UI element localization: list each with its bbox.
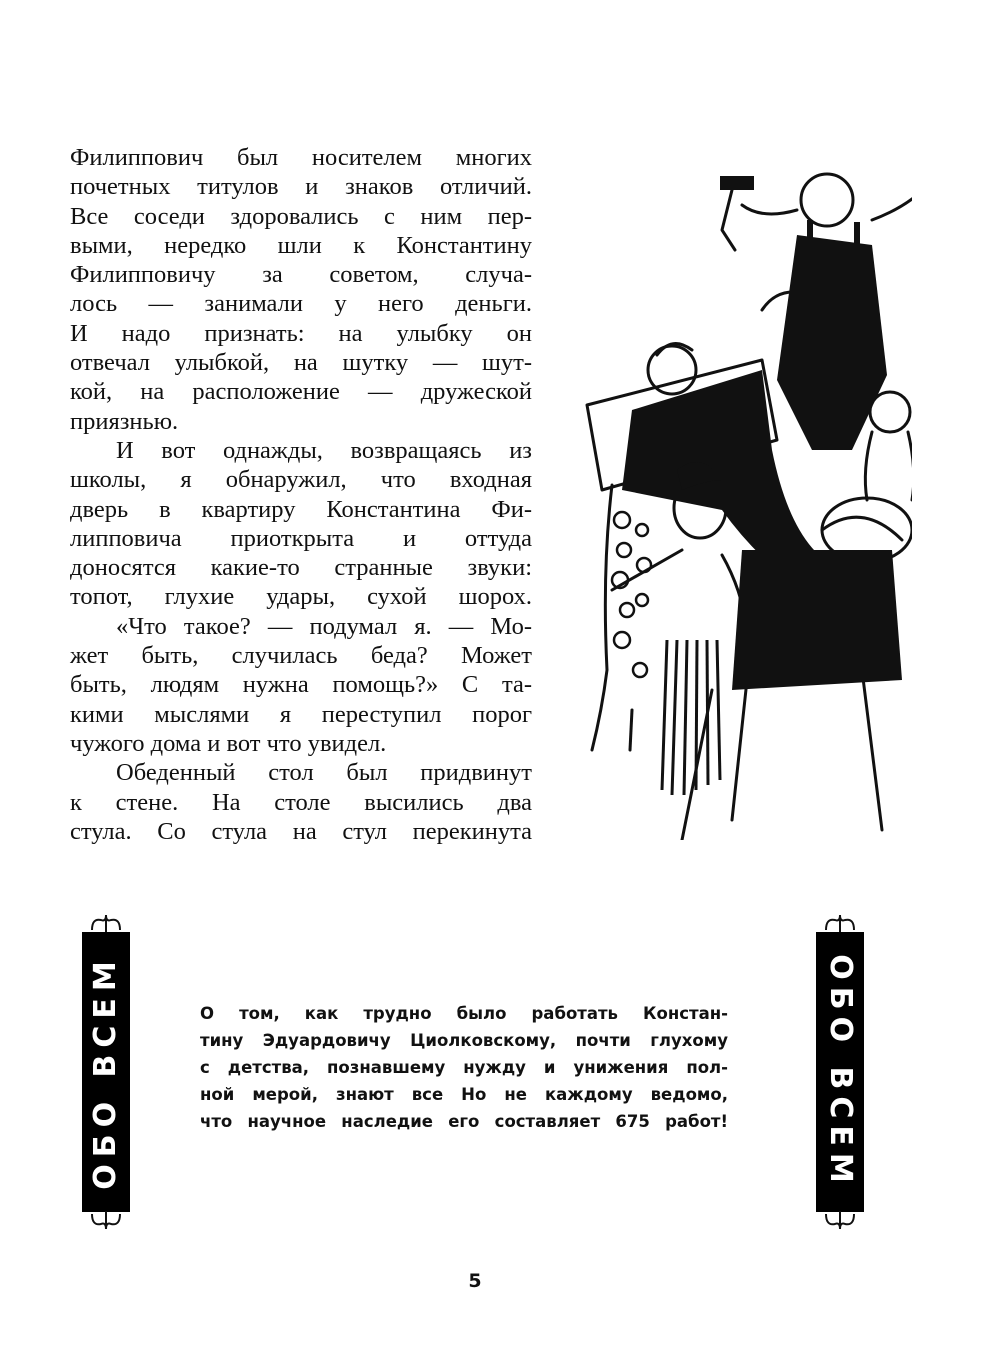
fact-line: О том, как трудно было работать Констан-	[200, 1004, 728, 1023]
story-line: липповича приоткрыта и оттуда	[70, 524, 532, 552]
story-line: И вот однажды, возвращаясь из	[116, 436, 532, 464]
fleur-ornament-icon	[823, 912, 857, 934]
people-hanging-picture-illustration	[572, 150, 912, 840]
story-line: чужого дома и вот что увидел.	[70, 729, 387, 757]
story-line: школы, я обнаружил, что входная	[70, 466, 532, 494]
story-line: выми, нередко шли к Константину	[70, 231, 532, 259]
story-line: Филипповичу за советом, случа-	[70, 261, 532, 289]
story-line: «Что такое? — подумал я. — Мо-	[116, 612, 532, 640]
story-line: лось — занимали у него деньги.	[70, 290, 532, 318]
story-text	[70, 143, 532, 846]
fleur-ornament-icon	[89, 1210, 123, 1232]
story-line: отвечал улыбкой, на шутку — шут-	[70, 349, 532, 377]
fact-line: тину Эдуардовичу Циолковскому, почти глухому	[200, 1031, 728, 1050]
band-label: ОБО ВСЕМ	[88, 954, 123, 1190]
fact-line: ной мерой, знают все Но не каждому ведомо,	[200, 1085, 728, 1104]
fact-line: с детства, познавшему нужду и унижения пол-	[200, 1058, 728, 1077]
story-line: И надо признать: на улыбку он	[70, 319, 532, 347]
fleur-ornament-icon	[823, 1210, 857, 1232]
story-line: приязнью.	[70, 407, 179, 435]
story-line: быть, людям нужна помощь?» С та-	[70, 671, 532, 699]
fact-box	[200, 1000, 728, 1135]
story-line: стула. Со стула на стул перекинута	[70, 817, 532, 845]
story-line: Все соседи здоровались с ним пер-	[70, 202, 532, 230]
story-line: топот, глухие удары, сухой шорох.	[70, 583, 532, 611]
story-line: кими мыслями я переступил порог	[70, 700, 532, 728]
page-number: 5	[468, 1270, 482, 1292]
left-side-band	[66, 912, 146, 1232]
fleur-ornament-icon	[89, 912, 123, 934]
band-label: ОБО ВСЕМ	[823, 954, 858, 1190]
story-line: к стене. На столе высились два	[70, 788, 532, 816]
story-line: доносятся какие-то странные звуки:	[70, 554, 532, 582]
story-line: Обеденный стол был придвинут	[116, 759, 532, 787]
story-line: Филиппович был носителем многих	[70, 144, 532, 171]
story-line: кой, на расположение — дружеской	[70, 378, 532, 406]
story-line: почетных титулов и знаков отличий.	[70, 173, 532, 201]
right-side-band	[800, 912, 880, 1232]
story-line: жет быть, случилась беда? Может	[70, 642, 532, 670]
story-line: дверь в квартиру Константина Фи-	[70, 495, 532, 523]
fact-line: что научное наследие его составляет 675 работ!	[200, 1112, 728, 1131]
